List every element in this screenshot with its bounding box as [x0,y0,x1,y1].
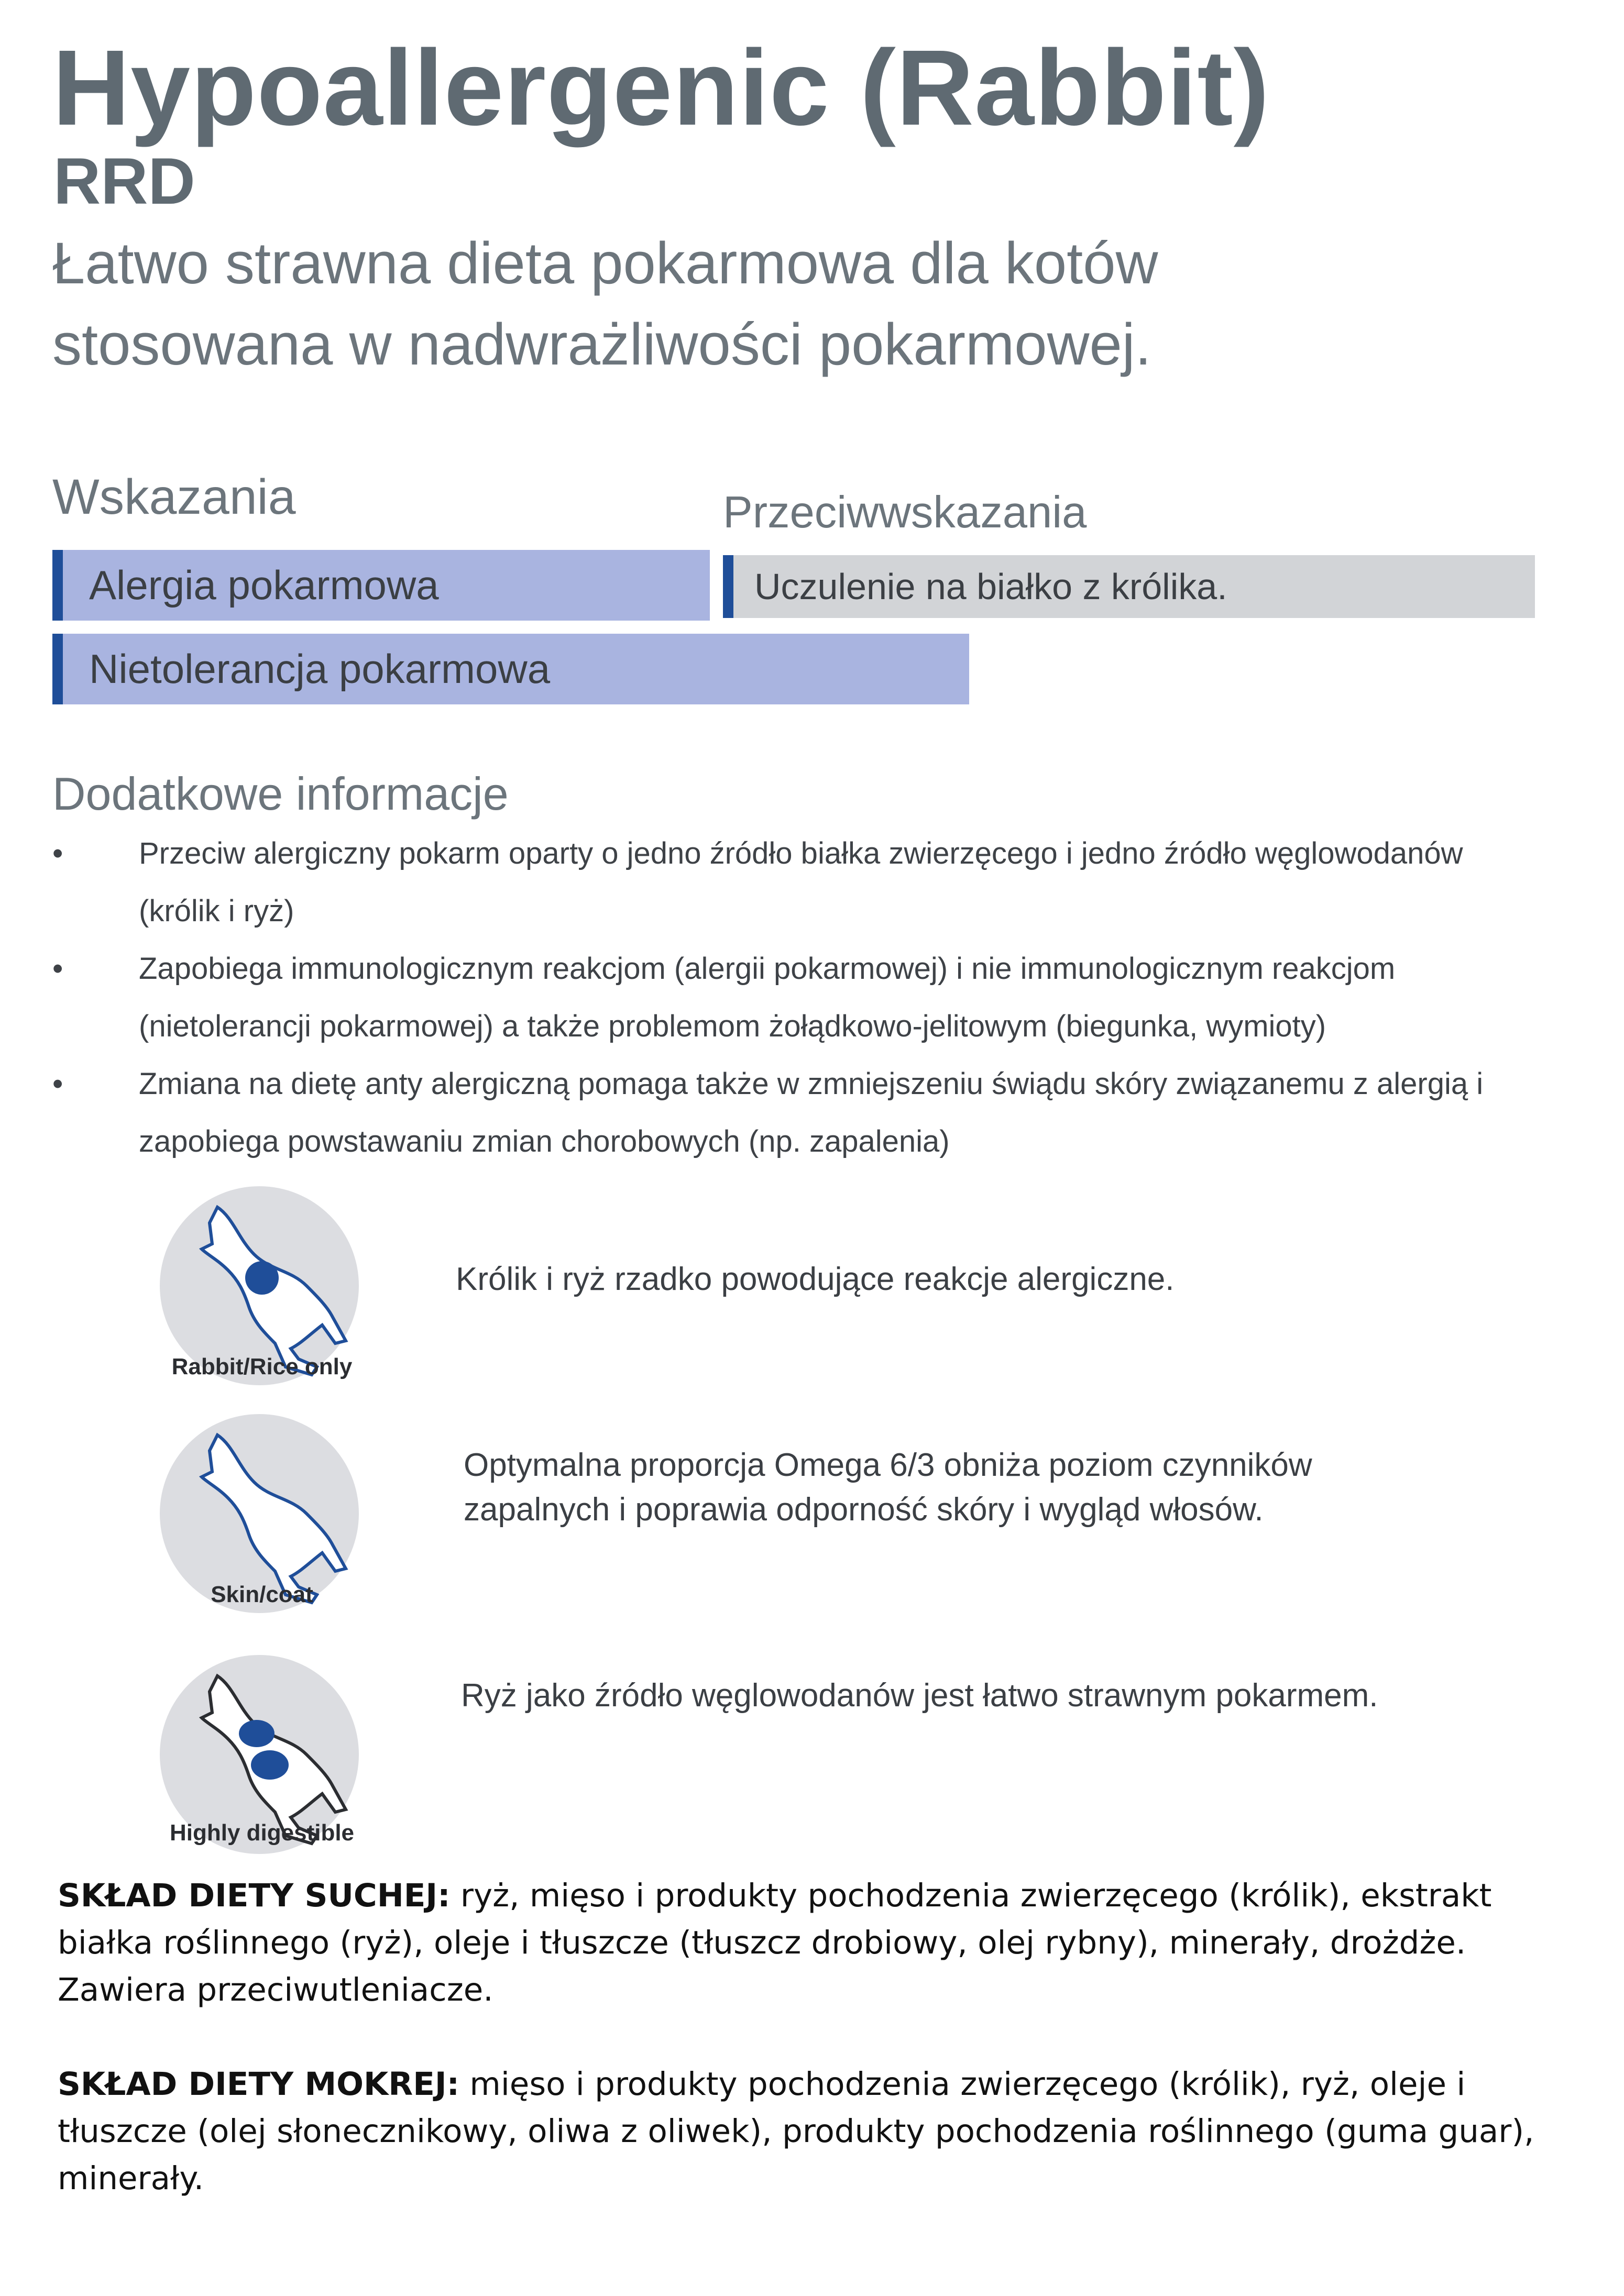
feature-text-line: zapalnych i poprawia odporność skóry i wygląd włosów. [464,1492,1264,1528]
feature-text [464,1443,1312,1532]
contraindication-item [723,555,1535,618]
indication-label: Alergia pokarmowa [89,562,439,608]
feature-caption: Skin/coat [211,1582,313,1607]
bullet-text-line: Zmiana na dietę anty alergiczną pomaga także w zmniejszeniu świądu skóry związanemu z alergią i [139,1067,1484,1101]
subtitle-line-2: stosowana w nadwrażliwości pokarmowej. [52,312,1151,377]
bullet-icon: • [52,952,63,986]
product-code: RRD [53,145,195,218]
bullet-text-line: Przeciw alergiczny pokarm oparty o jedno źródło białka zwierzęcego i jedno źródło węglowodanów [139,836,1463,870]
feature-text-line: Królik i ryż rzadko powodujące reakcje alergiczne. [456,1261,1175,1297]
indication-label: Nietolerancja pokarmowa [89,646,551,692]
wet-diet-label: SKŁAD DIETY MOKREJ: [58,2066,460,2103]
indications-heading: Wskazania [52,469,296,525]
feature-text-line: Optymalna proporcja Omega 6/3 obniża poziom czynników [464,1447,1312,1483]
feature-caption: Highly digestible [169,1820,355,1846]
feature-text [461,1673,1378,1718]
feature-text [456,1257,1175,1301]
additional-info-heading: Dodatkowe informacje [52,768,509,820]
list-item [52,1055,1572,1171]
bullet-icon: • [52,1067,63,1101]
bullet-text-line: zapobiega powstawaniu zmian chorobowych (np. zapalenia) [139,1124,950,1158]
contraindications-heading: Przeciwwskazania [723,488,1087,537]
indication-item [52,634,969,704]
dry-diet-label: SKŁAD DIETY SUCHEJ: [58,1877,451,1914]
subtitle-line-1: Łatwo strawna dieta pokarmowa dla kotów [52,230,1158,296]
bullet-text-line: (nietolerancji pokarmowej) a także problemom żołądkowo-jelitowym (biegunka, wymioty) [139,1009,1326,1043]
product-subtitle [52,223,1158,385]
dry-diet-text: ryż, mięso i produkty pochodzenia zwierzęcego (królik), ekstrakt białka roślinnego (ryż), oleje i tłuszcze (tłuszcz drobiowy, olej rybny), minerały, drożdże. Zawiera przeciwutleniacze. [58,1877,1492,2008]
wet-diet-text: mięso i produkty pochodzenia zwierzęcego (królik), ryż, oleje i tłuszcze (olej słonecznikowy, oliwa z oliwek), produkty pochodzenia roślinnego (guma guar), minerały. [58,2066,1534,2197]
list-item [52,825,1572,940]
additional-info-list [52,825,1572,1171]
list-item [52,940,1572,1055]
feature-caption: Rabbit/Rice only [171,1354,353,1379]
bullet-icon: • [52,836,63,870]
contraindication-label: Uczulenie na białko z królika. [754,566,1227,607]
product-title: Hypoallergenic (Rabbit) [52,28,1270,148]
dry-diet-composition [58,1872,1566,2014]
bullet-text-line: (królik i ryż) [139,894,294,928]
wet-diet-composition [58,2061,1566,2202]
bullet-text-line: Zapobiega immunologicznym reakcjom (alergii pokarmowej) i nie immunologicznym reakcjom [139,952,1396,986]
feature-text-line: Ryż jako źródło węglowodanów jest łatwo strawnym pokarmem. [461,1677,1378,1714]
indication-item [52,550,710,621]
